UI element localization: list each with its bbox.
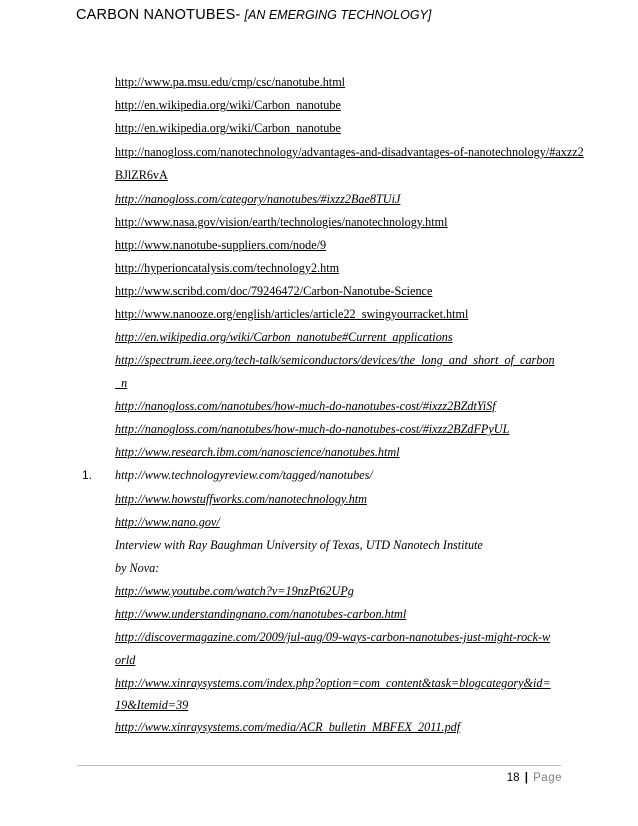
reference-link[interactable]: http://www.nanooze.org/english/articles/article22_swingyourracket.html: [115, 307, 469, 321]
reference-link[interactable]: http://www.nanotube-suppliers.com/node/9: [115, 238, 327, 252]
reference-link[interactable]: http://www.nasa.gov/vision/earth/technologies/nanotechnology.html: [115, 215, 448, 229]
header-subtitle: [AN EMERGING TECHNOLOGY]: [244, 8, 432, 22]
reference-link[interactable]: http://www.xinraysystems.com/index.php?option=com_content&task=blogcategory&id=: [115, 676, 551, 690]
reference-text: by Nova:: [115, 561, 160, 575]
reference-link[interactable]: http://en.wikipedia.org/wiki/Carbon_nanotube: [115, 98, 341, 112]
reference-link[interactable]: http://www.understandingnano.com/nanotubes-carbon.html: [115, 607, 407, 621]
reference-text: http://www.technologyreview.com/tagged/nanotubes/: [115, 468, 373, 482]
page-footer: [507, 772, 562, 784]
reference-link[interactable]: http://hyperioncatalysis.com/technology2.htm: [115, 261, 340, 275]
reference-link[interactable]: http://spectrum.ieee.org/tech-talk/semiconductors/devices/the_long_and_short_of_carbon: [115, 353, 555, 367]
reference-link[interactable]: http://www.pa.msu.edu/cmp/csc/nanotube.html: [115, 75, 346, 89]
reference-link[interactable]: http://www.scribd.com/doc/79246472/Carbon-Nanotube-Science: [115, 284, 433, 298]
reference-link-continuation[interactable]: _n: [115, 376, 128, 390]
reference-link[interactable]: http://discovermagazine.com/2009/jul-aug/09-ways-carbon-nanotubes-just-might-rock-w: [115, 630, 551, 644]
reference-link[interactable]: http://en.wikipedia.org/wiki/Carbon_nanotube: [115, 121, 341, 135]
page-label: Page: [533, 772, 562, 784]
list-number: 1.: [82, 468, 93, 482]
footer-separator: |: [524, 772, 528, 784]
reference-link[interactable]: http://nanogloss.com/category/nanotubes/#ixzz2Bae8TUiJ: [115, 192, 401, 206]
reference-link[interactable]: http://nanogloss.com/nanotubes/how-much-do-nanotubes-cost/#ixzz2BZdtYiSf: [115, 399, 496, 413]
reference-link[interactable]: http://www.nano.gov/: [115, 515, 220, 529]
reference-link[interactable]: http://www.research.ibm.com/nanoscience/nanotubes.html: [115, 445, 400, 459]
reference-text: Interview with Ray Baughman University of Texas, UTD Nanotech Institute: [115, 538, 483, 552]
reference-link[interactable]: http://www.howstuffworks.com/nanotechnology.htm: [115, 492, 367, 506]
footer-divider: [77, 765, 561, 766]
reference-link[interactable]: http://www.youtube.com/watch?v=19nzPt62UPg: [115, 584, 354, 598]
reference-link-continuation[interactable]: orld: [115, 653, 136, 667]
reference-link[interactable]: http://nanogloss.com/nanotechnology/advantages-and-disadvantages-of-nanotechnology/#axzz2: [115, 145, 584, 159]
reference-link-continuation[interactable]: 19&Itemid=39: [115, 698, 189, 712]
header-title: CARBON NANOTUBES-: [76, 7, 241, 23]
reference-link-continuation[interactable]: BJlZR6vA: [115, 168, 168, 182]
running-header: [76, 6, 431, 24]
reference-link[interactable]: http://nanogloss.com/nanotubes/how-much-do-nanotubes-cost/#ixzz2BZdFPyUL: [115, 422, 510, 436]
page-number: 18: [506, 772, 520, 784]
reference-link[interactable]: http://en.wikipedia.org/wiki/Carbon_nanotube#Current_applications: [115, 330, 453, 344]
reference-link[interactable]: http://www.xinraysystems.com/media/ACR_bulletin_MBFEX_2011.pdf: [115, 720, 461, 734]
